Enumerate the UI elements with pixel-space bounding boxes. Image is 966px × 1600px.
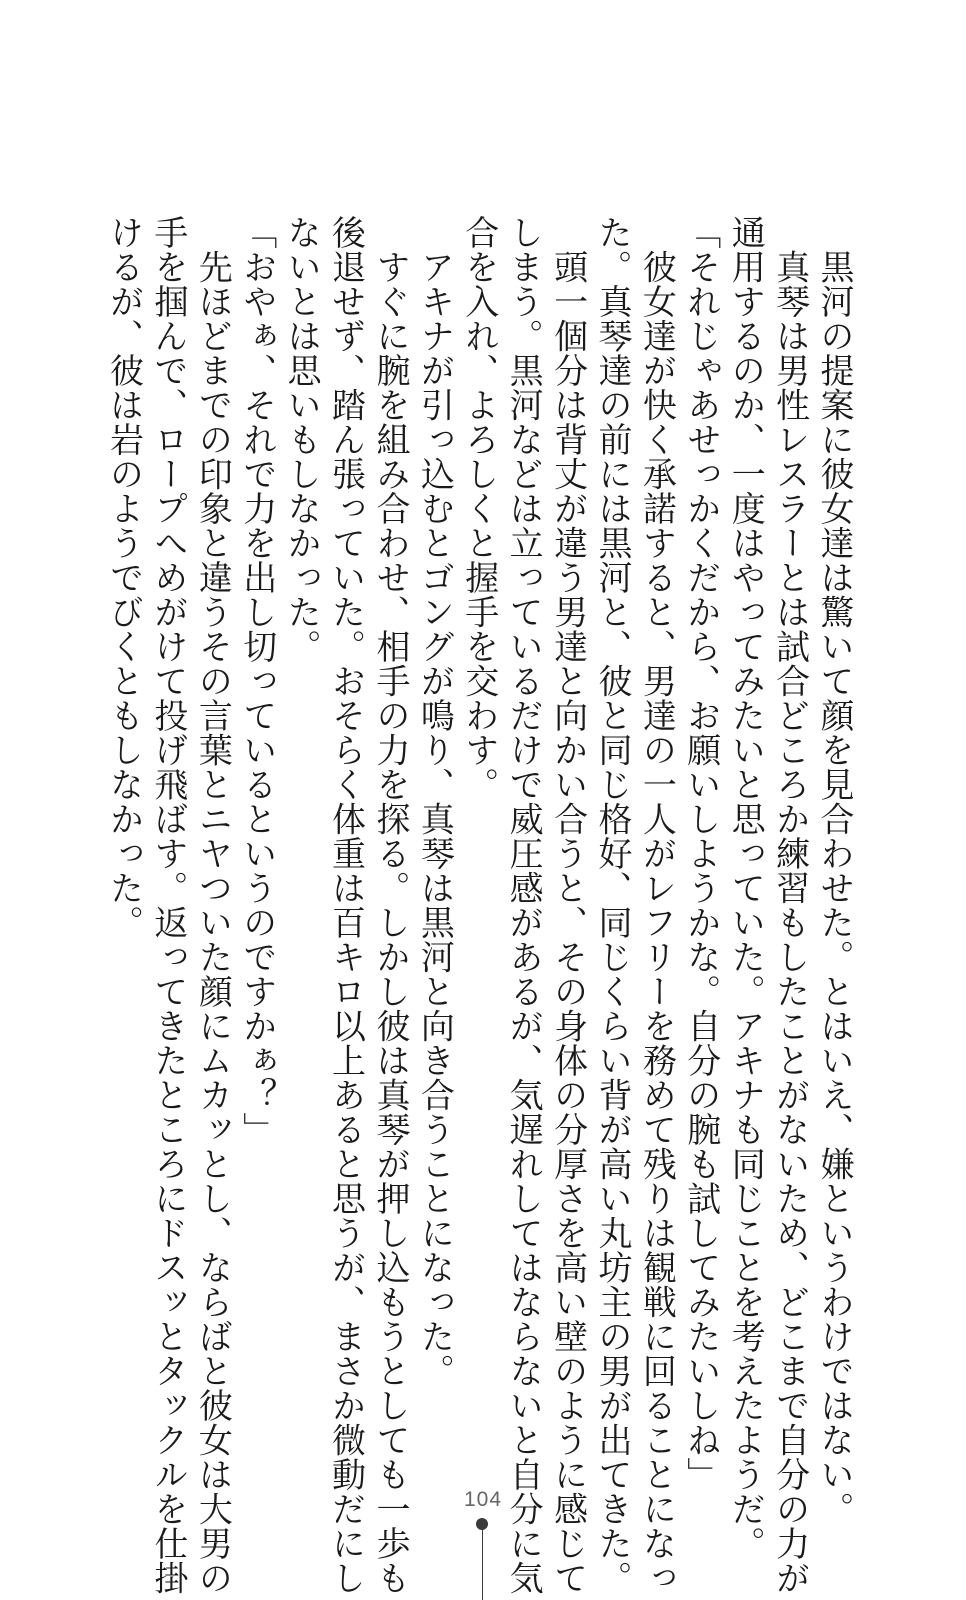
text-line: しまう。黒河などは立っているだけで威圧感があるが、気遅れしてはならないと自分に気: [503, 215, 544, 1595]
text-line: ないとは思いもしなかった。: [281, 215, 322, 664]
text-line: けるが、彼は岩のようでびくともしなかった。: [103, 215, 144, 940]
text-line: た。真琴達の前には黒河と、彼と同じ格好、同じくらい背が高い丸坊主の男が出てきた。: [591, 215, 632, 1595]
text-line: 先ほどまでの印象と違うその言葉とニヤついた顔にムカッとし、ならばと彼女は大男の: [192, 215, 233, 1595]
text-line: アキナが引っ込むとゴングが鳴り、真琴は黒河と向き合うことになった。: [414, 215, 455, 1388]
text-line: 合を入れ、よろしくと握手を交わす。: [458, 215, 499, 802]
text-line: すぐに腕を組み合わせ、相手の力を探る。しかし彼は真琴が押し込もうとしても一歩も: [369, 215, 410, 1595]
text-line: 「それじゃあせっかくだから、お願いしようかな。自分の腕も試してみたいしね」: [680, 215, 721, 1492]
text-line: 彼女達が快く承諾すると、男達の一人がレフリーを務めて残りは観戦に回ることになっ: [636, 215, 677, 1595]
text-line: 通用するのか、一度はやってみたいと思っていた。アキナも同じことを考えたようだ。: [725, 215, 766, 1561]
page-marker-line: [482, 1528, 483, 1600]
page-number: 104: [463, 1488, 503, 1511]
text-line: 後退せず、踏ん張っていた。おそらく体重は百キロ以上あると思うが、まさか微動だにし: [325, 215, 366, 1595]
text-line: 頭一個分は背丈が違う男達と向かい合うと、その身体の分厚さを高い壁のように感じて: [547, 215, 588, 1595]
text-line: 「おやぁ、それで力を出し切っているというのですかぁ？」: [236, 215, 277, 1147]
text-line: 黒河の提案に彼女達は驚いて顔を見合わせた。とはいえ、嫌というわけではない。: [814, 215, 854, 1526]
text-line: 真琴は男性レスラーとは試合どころか練習もしたことがないため、どこまで自分の力が: [769, 215, 810, 1595]
text-line: 手を掴んで、ロープへめがけて投げ飛ばす。返ってきたところにドスッとタックルを仕掛: [147, 215, 188, 1595]
page-marker-icon: [476, 1518, 488, 1600]
